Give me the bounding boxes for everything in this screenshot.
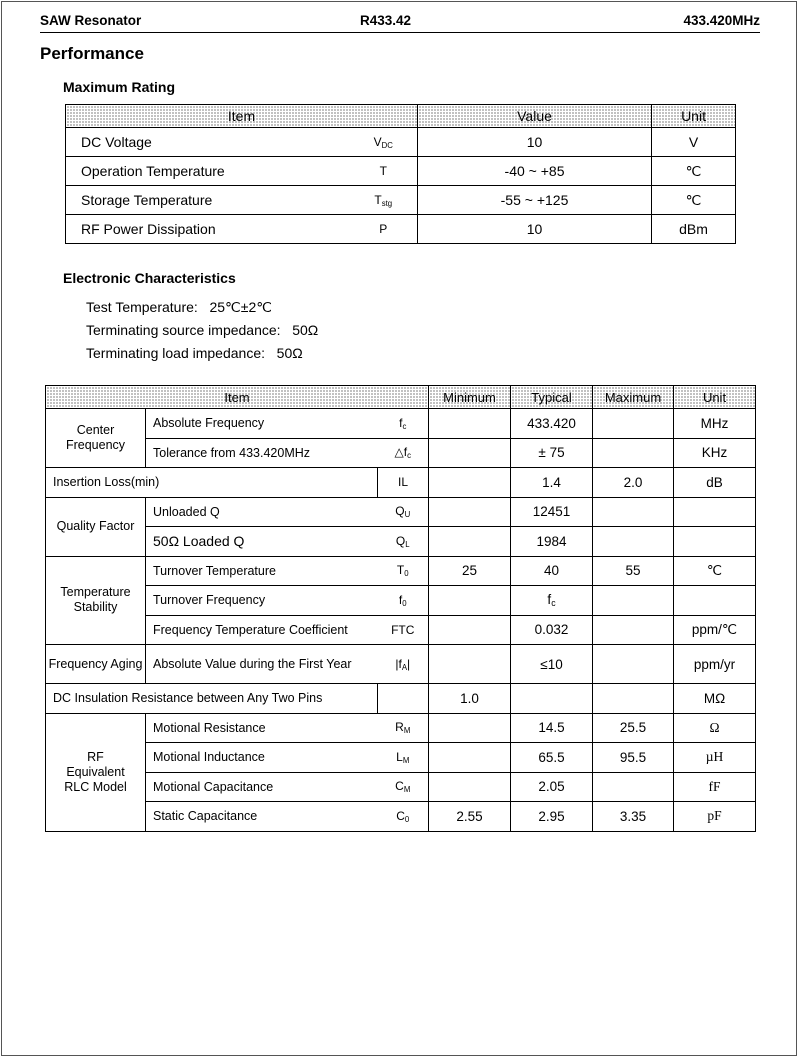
unit-value: MHz — [674, 409, 756, 439]
page-header — [40, 12, 760, 33]
param-name: Motional Inductance — [146, 743, 378, 773]
unit-value: ℃ — [674, 556, 756, 586]
unit-value: MΩ — [674, 684, 756, 714]
table-row — [46, 645, 756, 684]
typ-value: 433.420 — [511, 409, 593, 439]
typ-value: 12451 — [511, 497, 593, 527]
max-value — [593, 586, 674, 616]
param-symbol: $Q_L$ — [378, 527, 429, 557]
param-symbol: $f_0$ — [378, 586, 429, 616]
col-header-typical: Typical — [511, 386, 593, 409]
unit-value — [674, 497, 756, 527]
max-value: 55 — [593, 556, 674, 586]
param-name: Unloaded Q — [146, 497, 378, 527]
table-row — [46, 713, 756, 743]
min-value — [429, 713, 511, 743]
param-name: 50Ω Loaded Q — [146, 527, 378, 557]
condition-source-impedance: Terminating source impedance: 50Ω — [86, 322, 319, 338]
max-value: 95.5 — [593, 743, 674, 773]
min-value — [429, 615, 511, 645]
unit-value: ppm/yr — [674, 645, 756, 684]
max-value — [593, 438, 674, 468]
min-value — [429, 497, 511, 527]
unit-value: pF — [674, 802, 756, 832]
item-name: DC Voltage — [66, 128, 350, 157]
min-value: 2.55 — [429, 802, 511, 832]
param-name: Turnover Temperature — [146, 556, 378, 586]
param-name: Static Capacitance — [146, 802, 378, 832]
table-row — [46, 802, 756, 832]
param-symbol: IL — [378, 468, 429, 498]
item-name: Storage Temperature — [66, 186, 350, 215]
header-frequency: 433.420MHz — [683, 13, 760, 28]
typ-value — [511, 684, 593, 714]
param-symbol: $R_M$ — [378, 713, 429, 743]
table-row — [66, 186, 736, 215]
max-rating-table — [65, 104, 736, 244]
typ-value: 1.4 — [511, 468, 593, 498]
param-symbol: $C_M$ — [378, 772, 429, 802]
unit-value: KHz — [674, 438, 756, 468]
item-symbol: $T_{stg}$ — [350, 186, 418, 215]
max-value — [593, 615, 674, 645]
param-symbol: $C_0$ — [378, 802, 429, 832]
max-value — [593, 684, 674, 714]
col-header-item: Item — [46, 386, 429, 409]
col-header-item: Item — [66, 105, 418, 128]
unit-value: fF — [674, 772, 756, 802]
param-symbol: $Q_U$ — [378, 497, 429, 527]
max-value — [593, 497, 674, 527]
param-name: Absolute Value during the First Year — [146, 645, 378, 684]
min-value: 1.0 — [429, 684, 511, 714]
param-name: Frequency Temperature Coefficient — [146, 615, 378, 645]
item-value: 10 — [418, 215, 652, 244]
table-row — [46, 438, 756, 468]
param-symbol: $f_c$ — [378, 409, 429, 439]
table-row — [46, 615, 756, 645]
col-header-minimum: Minimum — [429, 386, 511, 409]
param-symbol: $\triangle f_c$ — [378, 438, 429, 468]
table-row — [46, 772, 756, 802]
max-value: 3.35 — [593, 802, 674, 832]
max-value — [593, 527, 674, 557]
table-row — [46, 684, 756, 714]
item-name: RF Power Dissipation — [66, 215, 350, 244]
param-name: Turnover Frequency — [146, 586, 378, 616]
unit-value: µH — [674, 743, 756, 773]
condition-test-temperature: Test Temperature: 25℃±2℃ — [86, 299, 272, 315]
table-row — [46, 468, 756, 498]
min-value — [429, 772, 511, 802]
table-row — [46, 409, 756, 439]
min-value — [429, 409, 511, 439]
table-row — [46, 556, 756, 586]
col-header-maximum: Maximum — [593, 386, 674, 409]
item-name: Operation Temperature — [66, 157, 350, 186]
item-value: -40 ~ +85 — [418, 157, 652, 186]
typ-value: 2.95 — [511, 802, 593, 832]
table-row — [46, 527, 756, 557]
typ-value: $f_c$ — [511, 586, 593, 616]
col-header-unit: Unit — [674, 386, 756, 409]
typ-value: 65.5 — [511, 743, 593, 773]
unit-value: Ω — [674, 713, 756, 743]
col-header-unit: Unit — [652, 105, 736, 128]
param-symbol: $T_0$ — [378, 556, 429, 586]
item-value: 10 — [418, 128, 652, 157]
param-name: Motional Capacitance — [146, 772, 378, 802]
group-rf-model: RF Equivalent RLC Model — [46, 713, 146, 831]
condition-load-impedance: Terminating load impedance: 50Ω — [86, 345, 303, 361]
param-symbol: $L_M$ — [378, 743, 429, 773]
unit-value: dB — [674, 468, 756, 498]
header-model: R433.42 — [360, 13, 412, 28]
group-quality-factor: Quality Factor — [46, 497, 146, 556]
section-title: Performance — [40, 44, 144, 63]
table-row — [46, 586, 756, 616]
unit-value — [674, 527, 756, 557]
min-value — [429, 468, 511, 498]
table-row — [46, 743, 756, 773]
min-value — [429, 438, 511, 468]
table-row — [66, 157, 736, 186]
param-name: Tolerance from 433.420MHz — [146, 438, 378, 468]
typ-value: 1984 — [511, 527, 593, 557]
item-unit: ℃ — [652, 186, 736, 215]
typ-value: 14.5 — [511, 713, 593, 743]
min-value — [429, 527, 511, 557]
max-value — [593, 645, 674, 684]
typ-value: 0.032 — [511, 615, 593, 645]
group-temperature-stability: Temperature Stability — [46, 556, 146, 645]
param-name: Insertion Loss(min) — [46, 468, 378, 498]
table-header-row — [66, 105, 736, 128]
item-symbol: P — [350, 215, 418, 244]
item-unit: dBm — [652, 215, 736, 244]
header-product: SAW Resonator — [40, 13, 142, 28]
group-frequency-aging: Frequency Aging — [46, 645, 146, 684]
max-value: 2.0 — [593, 468, 674, 498]
item-symbol: $V_{DC}$ — [350, 128, 418, 157]
min-value — [429, 743, 511, 773]
item-value: -55 ~ +125 — [418, 186, 652, 215]
group-center-frequency: Center Frequency — [46, 409, 146, 468]
table-header-row — [46, 386, 756, 409]
min-value — [429, 645, 511, 684]
col-header-value: Value — [418, 105, 652, 128]
typ-value: ± 75 — [511, 438, 593, 468]
param-name: Absolute Frequency — [146, 409, 378, 439]
max-value — [593, 409, 674, 439]
table-row — [46, 497, 756, 527]
param-symbol: FTC — [378, 615, 429, 645]
item-unit: ℃ — [652, 157, 736, 186]
param-name: DC Insulation Resistance between Any Two Pins — [46, 684, 378, 714]
min-value — [429, 586, 511, 616]
typ-value: 40 — [511, 556, 593, 586]
item-symbol: T — [350, 157, 418, 186]
unit-value: ppm/℃ — [674, 615, 756, 645]
max-rating-title: Maximum Rating — [63, 79, 176, 95]
electronic-title: Electronic Characteristics — [63, 270, 236, 286]
param-symbol — [378, 684, 429, 714]
typ-value: 2.05 — [511, 772, 593, 802]
typ-value: ≤10 — [511, 645, 593, 684]
table-row — [66, 215, 736, 244]
electronic-table — [45, 385, 756, 832]
max-value — [593, 772, 674, 802]
param-name: Motional Resistance — [146, 713, 378, 743]
min-value: 25 — [429, 556, 511, 586]
max-value: 25.5 — [593, 713, 674, 743]
param-symbol: $|f_A|$ — [378, 645, 429, 684]
table-row — [66, 128, 736, 157]
item-unit: V — [652, 128, 736, 157]
unit-value — [674, 586, 756, 616]
